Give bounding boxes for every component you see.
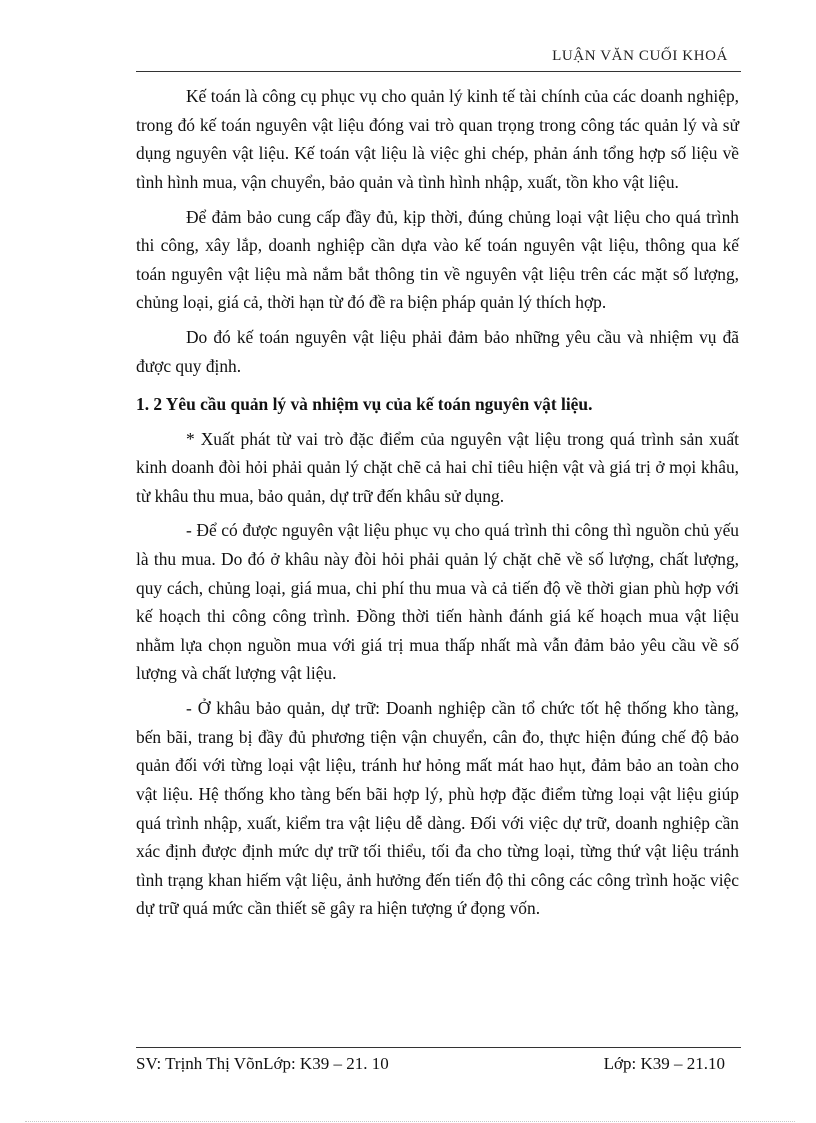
- paragraph: * Xuất phát từ vai trò đặc điểm của nguyên vật liệu trong quá trình sản xuất kinh doanh đòi hỏi phải quản lý chặt chẽ cả hai chỉ tiêu hiện vật và giá trị ở mọi khâu, từ khâu thu mua, bảo quản, dự trữ đến khâu sử dụng.: [136, 428, 739, 506]
- paragraph: Do đó kế toán nguyên vật liệu phải đảm bảo những yêu cầu và nhiệm vụ đã được quy định.: [136, 327, 739, 376]
- section-heading: 1. 2 Yêu cầu quản lý và nhiệm vụ của kế toán nguyên vật liệu.: [136, 393, 593, 414]
- body-text: [136, 82, 739, 929]
- footer-class-info: Lớp: K39 – 21.10: [603, 1054, 725, 1073]
- footer-student-info: SV: Trịnh Thị VõnLớp: K39 – 21. 10: [136, 1054, 389, 1073]
- paragraph: - Để có được nguyên vật liệu phục vụ cho quá trình thi công thì nguồn chủ yếu là thu mua. Do đó ở khâu này đòi hỏi phải quản lý chặt chẽ về số lượng, chất lượng, quy cách, chủng loại, giá mua, chi phí thu mua và cả tiến độ về thời gian phù hợp với kế hoạch thi công công trình. Đồng thời tiến hành đánh giá kế hoạch mua vật liệu nhằm lựa chọn nguồn mua với giá trị mua thấp nhất mà vẫn đảm bảo yêu cầu về số lượng và chất lượng vật liệu.: [136, 520, 739, 684]
- page-bottom-edge: [25, 1121, 795, 1122]
- header-rule: [136, 71, 741, 72]
- running-header: LUẬN VĂN CUỐI KHOÁ: [552, 48, 728, 64]
- paragraph: - Ở khâu bảo quản, dự trữ: Doanh nghiệp cần tổ chức tốt hệ thống kho tàng, bến bãi, trang bị đầy đủ phương tiện vận chuyển, cân đo, thực hiện đúng chế độ bảo quản đối với từng loại vật liệu, tránh hư hỏng mất mát hao hụt, đảm bảo an toàn cho vật liệu. Hệ thống kho tàng bến bãi hợp lý, phù hợp đặc điểm từng loại vật liệu giúp quá trình nhập, xuất, kiểm tra vật liệu dễ dàng. Đối với việc dự trữ, doanh nghiệp cần xác định được định mức dự trữ tối thiểu, tối đa cho từng loại, từng thứ vật liệu tránh tình trạng khan hiếm vật liệu, ảnh hưởng đến tiến độ thi công các công trình hoặc việc dự trữ quá mức cần thiết sẽ gây ra hiện tượng ứ đọng vốn.: [136, 698, 739, 919]
- footer-rule: [136, 1047, 741, 1048]
- paragraph: Kế toán là công cụ phục vụ cho quản lý kinh tế tài chính của các doanh nghiệp, trong đó kế toán nguyên vật liệu đóng vai trò quan trọng trong công tác quản lý và sử dụng nguyên vật liệu. Kế toán vật liệu là việc ghi chép, phản ánh tổng hợp số liệu về tình hình mua, vận chuyển, bảo quản và tình hình nhập, xuất, tồn kho vật liệu.: [136, 86, 739, 192]
- paragraph: Để đảm bảo cung cấp đầy đủ, kịp thời, đúng chủng loại vật liệu cho quá trình thi công, xây lắp, doanh nghiệp cần dựa vào kế toán nguyên vật liệu, thông qua kế toán nguyên vật liệu mà nắm bắt thông tin về nguyên vật liệu trên các mặt số lượng, chủng loại, giá cả, thời hạn từ đó đề ra biện pháp quản lý thích hợp.: [136, 206, 739, 313]
